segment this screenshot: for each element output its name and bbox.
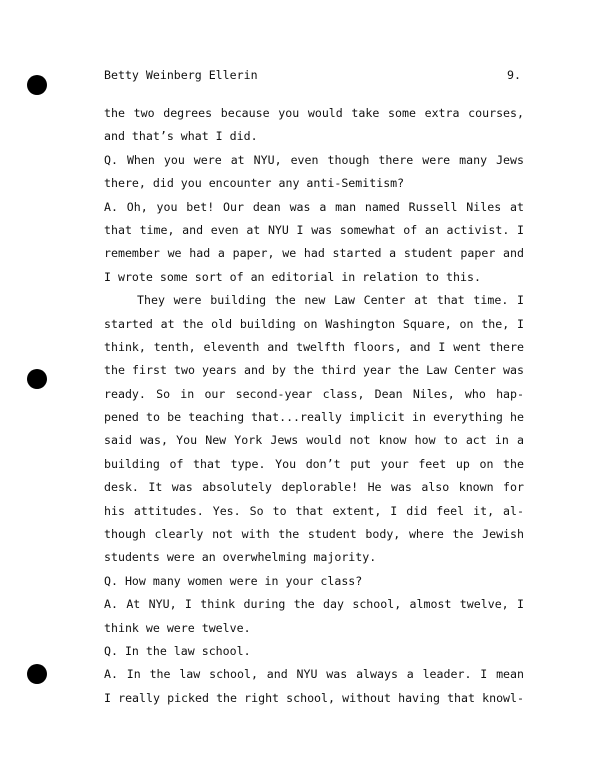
- transcript-line: that time, and even at NYU I was somewhat of an activist. I: [104, 222, 524, 237]
- transcript-body: [104, 102, 524, 710]
- transcript-line: think, tenth, eleventh and twelfth floors, and I went there: [104, 339, 524, 354]
- transcript-line: remember we had a paper, we had started a student paper and: [104, 246, 524, 261]
- transcript-line: think we were twelve.: [104, 620, 251, 635]
- transcript-line: the two degrees because you would take some extra courses,: [104, 106, 524, 120]
- transcript-line: Q. How many women were in your class?: [104, 573, 363, 588]
- transcript-line: pened to be teaching that...really implicit in everything he: [104, 410, 524, 425]
- transcript-line: A. Oh, you bet! Our dean was a man named Russell Niles at: [104, 199, 524, 214]
- transcript-line: I really picked the right school, without having that knowl-: [104, 690, 524, 705]
- transcript-line: students were an overwhelming majority.: [104, 550, 377, 565]
- transcript-line: started at the old building on Washington Square, on the, I: [104, 316, 524, 331]
- transcript-line: and that’s what I did.: [104, 129, 258, 144]
- binder-hole-bottom: [27, 664, 47, 684]
- transcript-line: his attitudes. Yes. So to that extent, I did feel it, al-: [104, 503, 524, 518]
- page-header: [104, 68, 521, 82]
- page-number: 9.: [507, 68, 521, 82]
- binder-hole-middle: [27, 369, 47, 389]
- interviewee-name: Betty Weinberg Ellerin: [104, 68, 258, 82]
- transcript-line: Q. In the law school.: [104, 643, 251, 658]
- transcript-line: They were building the new Law Center at that time. I: [137, 293, 524, 308]
- transcript-line: ready. So in our second-year class, Dean Niles, who hap-: [104, 386, 524, 401]
- transcript-line: there, did you encounter any anti-Semitism?: [104, 176, 405, 191]
- transcript-line: desk. It was absolutely deplorable! He was also known for: [104, 480, 524, 495]
- transcript-line: said was, You New York Jews would not know how to act in a: [104, 433, 524, 448]
- binder-hole-top: [27, 75, 47, 95]
- transcript-line: I wrote some sort of an editorial in relation to this.: [104, 269, 481, 284]
- transcript-line: Q. When you were at NYU, even though there were many Jews: [104, 152, 524, 167]
- transcript-line: building of that type. You don’t put your feet up on the: [104, 456, 524, 471]
- transcript-line: A. In the law school, and NYU was always a leader. I mean: [104, 667, 524, 682]
- transcript-line: though clearly not with the student body, where the Jewish: [104, 527, 524, 542]
- transcript-line: the first two years and by the third year the Law Center was: [104, 363, 524, 378]
- transcript-line: A. At NYU, I think during the day school, almost twelve, I: [104, 597, 524, 612]
